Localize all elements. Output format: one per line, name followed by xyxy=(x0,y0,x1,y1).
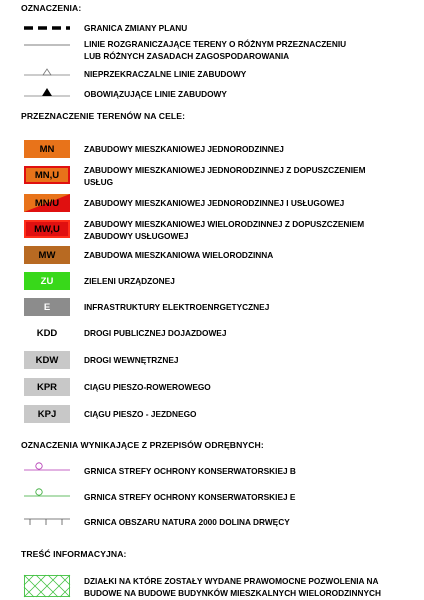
zone-swatch-kpr: KPR xyxy=(24,378,70,396)
tick-line-icon xyxy=(24,515,70,527)
zone-label: ZABUDOWY MIESZKANIOWEJ JEDNORODZINNEJ Z DOPUSZCZENIEM USŁUG xyxy=(84,165,366,187)
dashed-boundary-line-icon xyxy=(24,24,70,32)
section-heading-informacyjna: TREŚĆ INFORMACYJNA: xyxy=(21,549,127,559)
zone-swatch-mw-u: MW,U xyxy=(24,220,70,238)
special-label: GRNICA STREFY OCHRONY KONSERWATORSKIEJ E xyxy=(84,492,296,502)
zone-swatch-mn: MN xyxy=(24,140,70,158)
info-label: DZIAŁKI NA KTÓRE ZOSTAŁY WYDANE PRAWOMOCNE POZWOLENIA NA BUDOWE NA BUDOWE BUDYNKÓW MIESZKALNYCH WIELORODZINNYCH xyxy=(84,576,381,598)
line-legend-label: GRANICA ZMIANY PLANU xyxy=(84,23,188,33)
zone-label: DROGI PUBLICZNEJ DOJAZDOWEJ xyxy=(84,328,227,338)
zone-swatch-mw: MW xyxy=(24,246,70,264)
zone-label: ZIELENI URZĄDZONEJ xyxy=(84,276,175,286)
zone-swatch-mn-u: MN,U xyxy=(24,166,70,184)
crosshatch-icon xyxy=(24,575,70,597)
section-heading-przeznaczenie: PRZEZNACZENIE TERENÓW NA CELE: xyxy=(21,111,186,121)
thin-boundary-line-icon xyxy=(24,44,70,48)
circle-line-green-icon xyxy=(24,488,70,500)
zone-label: DROGI WEWNĘTRZNEJ xyxy=(84,355,179,365)
line-legend-label: LINIE ROZGRANICZAJĄCE TERENY O RÓŻNYM PRZEZNACZENIU LUB RÓŻNYCH ZASADACH ZAGOSPODAROWANIA xyxy=(84,39,347,61)
zone-label: CIĄGU PIESZO-ROWEROWEGO xyxy=(84,382,211,392)
zone-swatch-e: E xyxy=(24,298,70,316)
special-label: GRNICA STREFY OCHRONY KONSERWATORSKIEJ B xyxy=(84,466,296,476)
line-legend-label: OBOWIĄZUJĄCE LINIE ZABUDOWY xyxy=(84,89,227,99)
line-legend-label: NIEPRZEKRACZALNE LINIE ZABUDOWY xyxy=(84,69,247,79)
zone-label: CIĄGU PIESZO - JEZDNEGO xyxy=(84,409,197,419)
zone-label: ZABUDOWY MIESZKANIOWEJ WIELORODZINNEJ Z DOPUSZCZENIEM ZABUDOWY USŁUGOWEJ xyxy=(84,219,365,241)
zone-label: INFRASTRUKTURY ELEKTROENRGETYCZNEJ xyxy=(84,302,270,312)
filled-triangle-line-icon xyxy=(24,86,70,98)
open-triangle-line-icon xyxy=(24,67,70,77)
zone-swatch-mn-slash-u: MN/U xyxy=(24,194,70,212)
zone-swatch-kdw: KDW xyxy=(24,351,70,369)
zone-label: ZABUDOWY MIESZKANIOWEJ JEDNORODZINNEJ xyxy=(84,144,284,154)
zone-label: ZABUDOWY MIESZKANIOWEJ JEDNORODZINNEJ I USŁUGOWEJ xyxy=(84,198,345,208)
zone-label: ZABUDOWA MIESZKANIOWA WIELORODZINNA xyxy=(84,250,274,260)
zone-swatch-kpj: KPJ xyxy=(24,405,70,423)
zone-swatch-zu: ZU xyxy=(24,272,70,290)
section-heading-przepisy: OZNACZENIA WYNIKAJĄCE Z PRZEPISÓW ODRĘBNYCH: xyxy=(21,440,264,450)
special-label: GRNICA OBSZARU NATURA 2000 DOLINA DRWĘCY xyxy=(84,517,290,527)
zone-swatch-kdd: KDD xyxy=(24,324,70,342)
circle-line-magenta-icon xyxy=(24,462,70,474)
section-heading-oznaczenia: OZNACZENIA: xyxy=(21,3,82,13)
